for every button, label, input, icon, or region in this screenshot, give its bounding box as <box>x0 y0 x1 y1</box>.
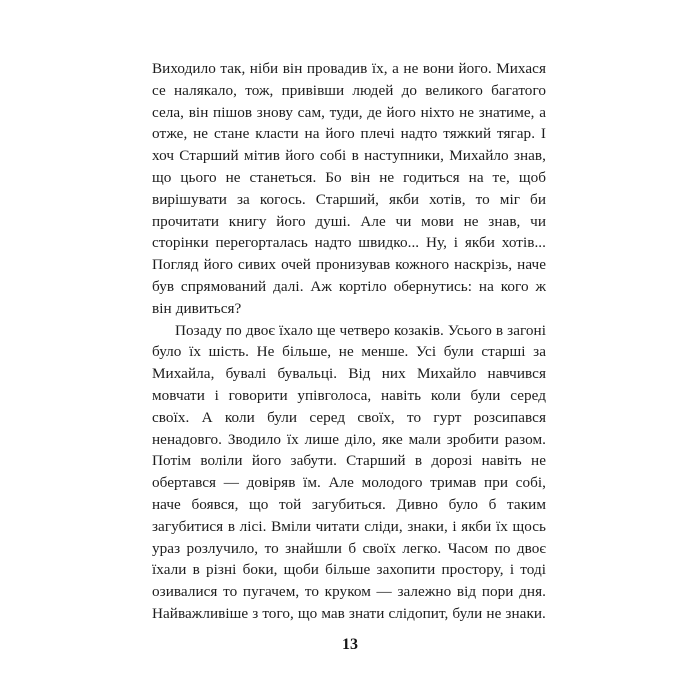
body-paragraph-2: Позаду по двоє їхало ще четверо козаків. Усього в загоні було їх шість. Не більше, не менше. Усі були старші за Михайла, бувалі бувальці. Від них Михайло навчився мовчати і говорити упівголоса, навіть коли були серед своїх. А коли були серед своїх, то гурт розсипався ненадовго. Зводило їх лише діло, яке мали зробити разом. Потім воліли його забути. Старший в дорозі навіть не обертався — довіряв їм. Але молодого тримав при собі, наче боявся, що той загубиться. Дивно було б таким загубитися в лісі. Вміли читати сліди, знаки, і якби їх щось ураз розлучило, то знайшли б своїх легко. Часом по двоє їхали в різні боки, щоби більше захопити простору, і тоді озивалися то пугачем, то круком — залежно від пори дня. Найважливіше з того, що мав знати слідопит, були не знаки. <box>152 321 546 622</box>
page-text-block <box>152 58 546 625</box>
body-paragraph-1: Виходило так, ніби він провадив їх, а не вони його. Михася се налякало, тож, привівши людей до великого багатого села, він пішов знову сам, туди, де його ніхто не знатиме, а отже, не стане класти на його плечі надто тяжкий тягар. І хоч Старший мітив його собі в наступники, Михайло знав, що цього не станеться. Бо він не годиться на те, щоб вирішувати за когось. Старший, якби хотів, то міг би прочитати книгу його душі. Але чи мови не знав, чи сторінки перегорталась надто швидко... Ну, і якби хотів... Погляд його сивих очей пронизував кожного наскрізь, наче був спрямований далі. Аж кортіло обернутись: на кого ж він дивиться? <box>152 60 546 317</box>
page-number: 13 <box>342 636 358 653</box>
